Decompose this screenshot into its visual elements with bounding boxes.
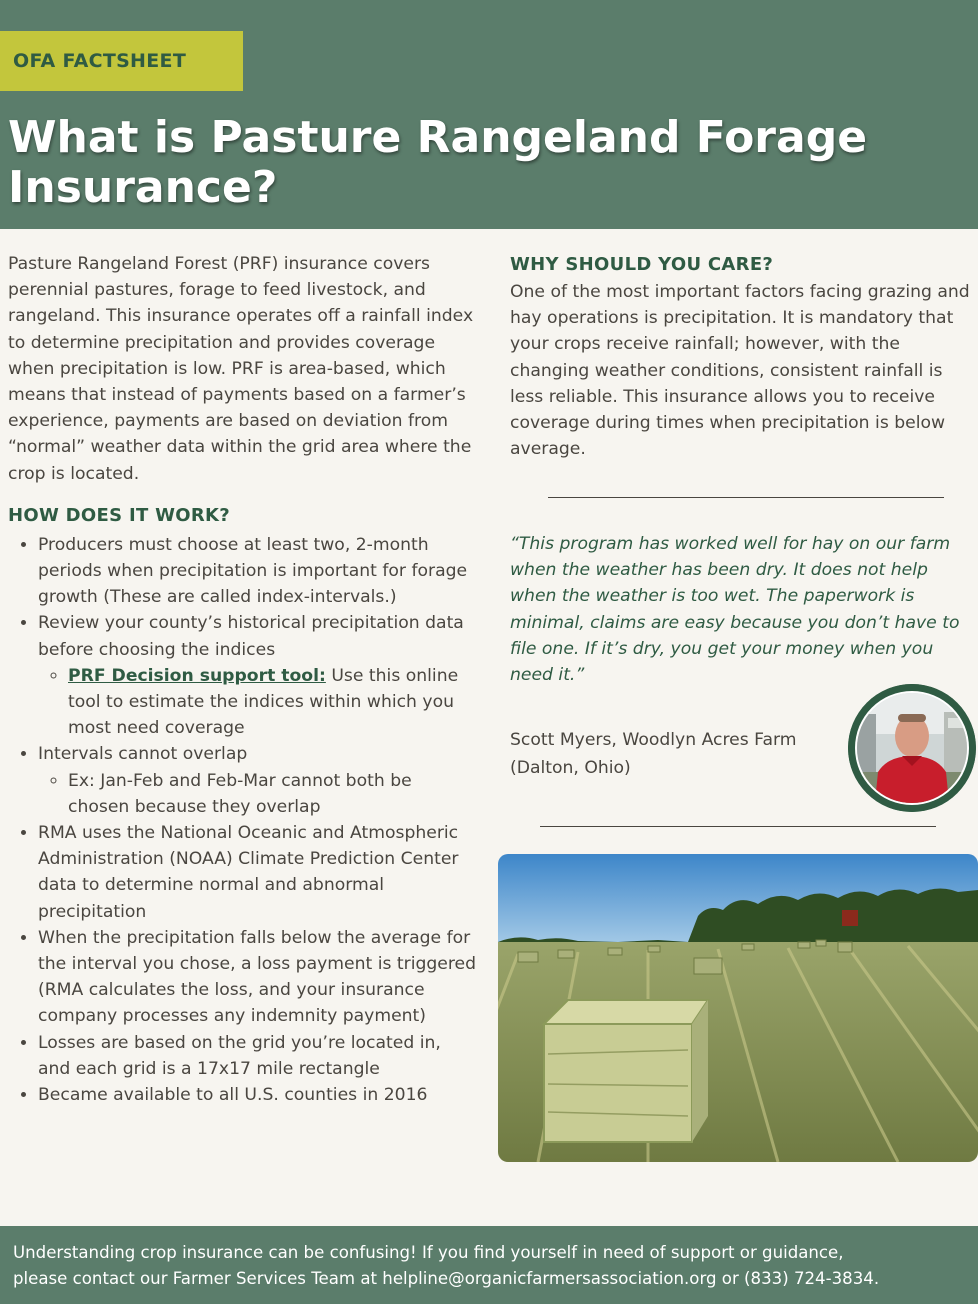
- right-column: [510, 251, 978, 462]
- sub-list-item-text: Ex: Jan-Feb and Feb-Mar cannot both be chosen because they overlap: [68, 770, 412, 817]
- list-item: [38, 532, 478, 611]
- farmer-portrait-image: [848, 684, 976, 812]
- hay-bales-image: [498, 854, 978, 1162]
- how-heading: HOW DOES IT WORK?: [8, 504, 231, 526]
- intro-paragraph: Pasture Rangeland Forest (PRF) insurance covers perennial pastures, forage to feed livestock, and rangeland. This insurance operates off a rainfall index to determine precipitation and provides coverage when precipitation is low. PRF is area-based, which means that instead of payments based on a farmer’s experience, payments are based on deviation from “normal” weather data within the grid area where the crop is located.: [8, 254, 474, 484]
- list-item-text: Review your county’s historical precipitation data before choosing the indices: [38, 613, 464, 660]
- list-item-text: Producers must choose at least two, 2-month periods when precipitation is important for forage growth (These are called index-intervals.): [38, 534, 468, 608]
- hay-field-photo: [498, 854, 978, 1162]
- footer-banner: [0, 1226, 978, 1304]
- list-item: [38, 1082, 478, 1108]
- sub-list: [38, 768, 478, 820]
- attribution-name: Scott Myers, Woodlyn Acres Farm: [510, 730, 797, 750]
- sub-list-item: [68, 768, 478, 820]
- list-item: [38, 610, 478, 741]
- header-banner: [0, 0, 978, 229]
- quote-attribution: [510, 726, 840, 782]
- divider: [540, 826, 936, 827]
- sub-list: [38, 663, 478, 742]
- why-paragraph: One of the most important factors facing grazing and hay operations is precipitation. It is mandatory that your crops receive rainfall; however, with the changing weather conditions, consistent rainfall is less reliable. This insurance allows you to receive coverage during times when precipitation is below average.: [510, 282, 970, 460]
- list-item: [38, 1030, 478, 1082]
- prf-decision-tool-link[interactable]: PRF Decision support tool:: [68, 665, 326, 686]
- avatar: [848, 684, 976, 812]
- testimonial-quote: “This program has worked well for hay on our farm when the weather has been dry. It does not help when the weather is too wet. The paperwork is minimal, claims are easy because you don’t have to file one. If it’s dry, you get your money when you need it.”: [510, 534, 960, 686]
- list-item: [38, 925, 478, 1030]
- sub-list-item: [68, 663, 478, 742]
- list-item-text: RMA uses the National Oceanic and Atmospheric Administration (NOAA) Climate Prediction Center data to determine normal and abnormal precipitation: [38, 823, 459, 922]
- footer-line-1: Understanding crop insurance can be confusing! If you find yourself in need of support or guidance,: [13, 1243, 844, 1262]
- sub-list-item-text: Use this online tool to estimate the indices within which you most need coverage: [68, 665, 459, 739]
- why-heading: WHY SHOULD YOU CARE?: [510, 254, 774, 275]
- list-item-text: Losses are based on the grid you’re located in, and each grid is a 17x17 mile rectangle: [38, 1032, 441, 1079]
- footer-line-2: please contact our Farmer Services Team at helpline@organicfarmersassociation.org or (833) 724-3834.: [13, 1269, 880, 1288]
- factsheet-badge: OFA FACTSHEET: [0, 31, 243, 91]
- list-item: [38, 820, 478, 925]
- list-item-text: Became available to all U.S. counties in 2016: [38, 1085, 428, 1106]
- how-list: [8, 532, 478, 1108]
- attribution-location: (Dalton, Ohio): [510, 758, 631, 778]
- divider: [548, 497, 944, 498]
- list-item: [38, 741, 478, 820]
- left-column: [8, 251, 478, 1108]
- list-item-text: When the precipitation falls below the average for the interval you chose, a loss payment is triggered (RMA calculates the loss, and your insurance company processes any indemnity payment): [38, 927, 477, 1027]
- page-title: What is Pasture Rangeland Forage Insurance?: [8, 112, 868, 213]
- list-item-text: Intervals cannot overlap: [38, 744, 248, 765]
